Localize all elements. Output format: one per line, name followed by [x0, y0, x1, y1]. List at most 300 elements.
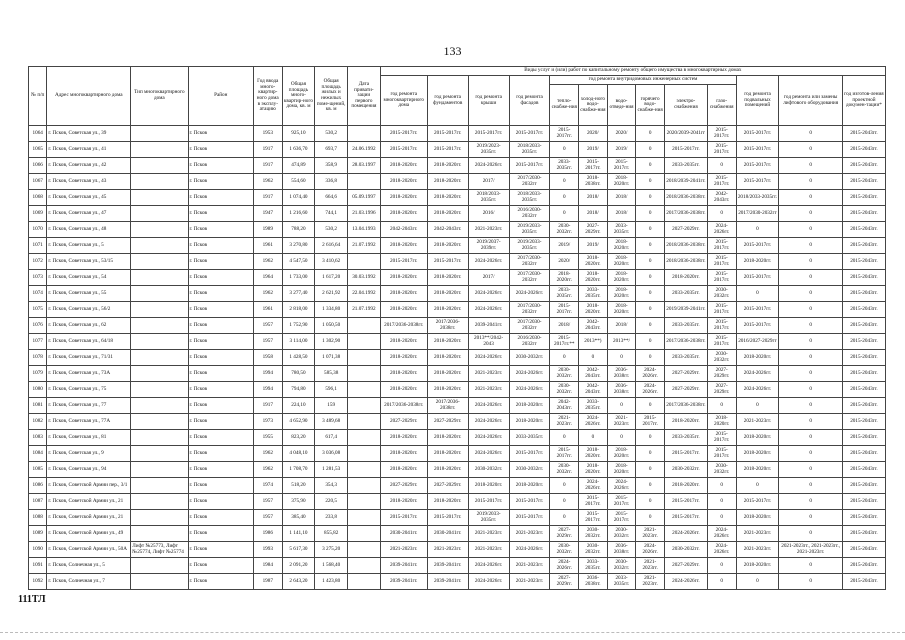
cell-docs: 2015-2043гг. [842, 334, 885, 350]
cell-sewer: 2019/ [607, 142, 636, 158]
table-row [29, 302, 886, 318]
cell-address: г. Псков, Советская ул., 56/2 [47, 302, 131, 318]
cell-heat: 2020/ [550, 254, 579, 270]
cell-hot: 0 [636, 478, 665, 494]
cell-district: г. Псков [188, 206, 253, 222]
cell-district: г. Псков [188, 526, 253, 542]
cell-facade: 2018/2033-2035гг. [509, 190, 550, 206]
cell-lift: 0 [779, 174, 842, 190]
cell-found: 2017/2036-2038гг. [427, 318, 468, 334]
cell-hot: 0 [636, 302, 665, 318]
cell-sewer: 2018-2020гг. [607, 286, 636, 302]
table-row [29, 510, 886, 526]
cell-num: 1072 [29, 254, 47, 270]
cell-cold: 2027-2029гг. [579, 222, 608, 238]
col-living-area-header: Общая площадь жилых и нежилых поме-щений, кв. м [315, 67, 348, 126]
cell-hot: 2024-2026гг. [636, 382, 665, 398]
cell-total: 3 277,40 [282, 286, 315, 302]
cell-living: 3 489,68 [315, 414, 348, 430]
cell-facade: 2017/2030-2032гг [509, 318, 550, 334]
cell-elec: 2018/2036-2038гг. [664, 254, 707, 270]
cell-facade: 2021-2023гг. [509, 558, 550, 574]
cell-elec: 2027-2029гг. [664, 222, 707, 238]
cell-roof: 2039-2041гг. [468, 318, 509, 334]
cell-facade: 2024-2026гг. [509, 366, 550, 382]
cell-facade: 2015-2017гг. [509, 510, 550, 526]
cell-repair: 2039-2041гг. [380, 558, 427, 574]
cell-total: 3 270,80 [282, 238, 315, 254]
cell-heat: 0 [550, 174, 579, 190]
cell-year: 1947 [253, 206, 282, 222]
cell-living: 1 617,20 [315, 270, 348, 286]
cell-sewer: 2018-2020гг. [607, 446, 636, 462]
cell-total: 4 547,50 [282, 254, 315, 270]
cell-type [131, 430, 188, 446]
cell-priv [348, 558, 381, 574]
cell-total: 3 114,00 [282, 334, 315, 350]
cell-repair: 2018-2020гг. [380, 334, 427, 350]
cell-hot: 0 [636, 286, 665, 302]
cell-roof: 2021-2023гг. [468, 366, 509, 382]
cell-docs: 2015-2043гг. [842, 510, 885, 526]
cell-found: 2018-2020гг. [427, 302, 468, 318]
cell-living: 744,1 [315, 206, 348, 222]
cell-living: 530,2 [315, 222, 348, 238]
cell-found: 2015-2017гг. [427, 126, 468, 142]
cell-district: г. Псков [188, 302, 253, 318]
cell-cold: 2018-2020гг. [579, 446, 608, 462]
cell-year: 1957 [253, 334, 282, 350]
cell-roof: 2021-2023гг. [468, 542, 509, 558]
cell-sewer: 2021-2023гг. [607, 414, 636, 430]
cell-cold: 2018-2020гг. [579, 270, 608, 286]
cell-docs: 2015-2043гг. [842, 542, 885, 558]
cell-year: 1958 [253, 350, 282, 366]
cell-hot: 0 [636, 270, 665, 286]
cell-lift: 0 [779, 222, 842, 238]
cell-living: 336,8 [315, 174, 348, 190]
table-row [29, 430, 886, 446]
table-row [29, 494, 886, 510]
cell-living: 596,1 [315, 382, 348, 398]
cell-gas: 2042-2043гг. [707, 190, 736, 206]
cell-living: 1 334,80 [315, 302, 348, 318]
cell-sewer: 2015-2017гг. [607, 494, 636, 510]
cell-heat: 2015-2017гг. [550, 126, 579, 142]
cell-hot: 0 [636, 446, 665, 462]
cell-sewer: 2015-2017гг. [607, 510, 636, 526]
cell-living: 1 568,40 [315, 558, 348, 574]
col-roof-header: год ремонта крыши [468, 76, 509, 126]
cell-docs: 2015-2043гг. [842, 414, 885, 430]
cell-docs: 2015-2043гг. [842, 126, 885, 142]
table-row [29, 526, 886, 542]
cell-elec: 2017/2036-2038гг. [664, 334, 707, 350]
cell-elec: 2017/2036-2038гг. [664, 206, 707, 222]
cell-num: 1064 [29, 126, 47, 142]
cell-heat: 2030-2032гг. [550, 382, 579, 398]
cell-type [131, 190, 188, 206]
cell-repair: 2030-2041гг. [380, 526, 427, 542]
cell-type: Лифт №25773, Лифт №25774, Лифт №25774 [131, 542, 188, 558]
cell-found: 2018-2020гг. [427, 446, 468, 462]
cell-facade: 2033-2035гг. [509, 430, 550, 446]
cell-repair: 2018-2020гг. [380, 190, 427, 206]
cell-living: 2 621,92 [315, 286, 348, 302]
table-row [29, 238, 886, 254]
cell-total: 2 091,20 [282, 558, 315, 574]
cell-living: 664,6 [315, 190, 348, 206]
cell-roof: 2018/2033-2035гг. [468, 190, 509, 206]
cell-address: г. Псков, Советская ул., 39 [47, 126, 131, 142]
table-row [29, 366, 886, 382]
cell-lift: 0 [779, 526, 842, 542]
cell-lift: 0 [779, 462, 842, 478]
cell-elec: 2018/2036-2038гг. [664, 190, 707, 206]
cell-hot: 2021-2023гг. [636, 574, 665, 590]
cell-elec: 2018-2020гг. [664, 414, 707, 430]
table-row [29, 558, 886, 574]
cell-lift: 0 [779, 414, 842, 430]
cell-base: 0 [736, 222, 779, 238]
cell-gas: 0 [707, 574, 736, 590]
cell-priv [348, 478, 381, 494]
cell-roof: 2018-2020гг. [468, 478, 509, 494]
col-address-header: Адрес многоквартирного дома [47, 67, 131, 126]
cell-base: 2017/2030-2032гг [736, 206, 779, 222]
cell-type [131, 206, 188, 222]
cell-lift: 0 [779, 478, 842, 494]
cell-found: 2027-2029гг. [427, 414, 468, 430]
cell-address: г. Псков, Советская ул., 43 [47, 174, 131, 190]
cell-found: 2021-2023гг. [427, 542, 468, 558]
cell-gas: 2018-2020гг. [707, 414, 736, 430]
cell-living: 2 616,64 [315, 238, 348, 254]
cell-address: г. Псков, Советская ул., 9 [47, 446, 131, 462]
cell-priv [348, 318, 381, 334]
cell-total: 794,80 [282, 382, 315, 398]
cell-sewer: 2018-2020гг. [607, 174, 636, 190]
cell-address: г. Псков, Советская ул., 5 [47, 238, 131, 254]
cell-type [131, 270, 188, 286]
cell-address: г. Псков, Советская ул., 77А [47, 414, 131, 430]
cell-docs: 2015-2043гг. [842, 142, 885, 158]
cell-num: 1070 [29, 222, 47, 238]
col-gas-header: газо-снабжения [707, 85, 736, 126]
cell-living: 358,9 [315, 158, 348, 174]
cell-year: 1917 [253, 398, 282, 414]
cell-found: 2015-2017гг. [427, 142, 468, 158]
cell-gas: 0 [707, 510, 736, 526]
cell-base: 0 [736, 574, 779, 590]
cell-lift: 0 [779, 206, 842, 222]
cell-district: г. Псков [188, 238, 253, 254]
cell-base: 2021-2023гг. [736, 526, 779, 542]
cell-docs: 2015-2043гг. [842, 446, 885, 462]
cell-type [131, 382, 188, 398]
cell-gas: 2024-2026гг. [707, 542, 736, 558]
table-row [29, 382, 886, 398]
cell-elec: 2015-2017гг. [664, 510, 707, 526]
cell-num: 1068 [29, 190, 47, 206]
cell-lift: 0 [779, 398, 842, 414]
cell-facade: 2015-2017гг. [509, 494, 550, 510]
cell-total: 518,20 [282, 478, 315, 494]
cell-lift: 0 [779, 558, 842, 574]
table-row [29, 542, 886, 558]
cell-elec: 2027-2029гг. [664, 558, 707, 574]
col-basement-header: год ремонта подвальных помещений [736, 76, 779, 126]
cell-total: 2 643,20 [282, 574, 315, 590]
cell-type [131, 174, 188, 190]
cell-total: 4 048,10 [282, 446, 315, 462]
cell-priv [348, 254, 381, 270]
cell-base: 2016/2027-2029гг [736, 334, 779, 350]
cell-gas: 2015-2017гг. [707, 174, 736, 190]
cell-docs: 2015-2043гг. [842, 254, 885, 270]
cell-address: г. Псков, Советская ул., 47 [47, 206, 131, 222]
cell-year: 1962 [253, 174, 282, 190]
cell-sewer: 2018/ [607, 318, 636, 334]
cell-type [131, 334, 188, 350]
systems-group-header: год ремонта внутридомовых инженерных систем [550, 76, 736, 85]
cell-docs: 2015-2043гг. [842, 318, 885, 334]
cell-facade: 2017/2030-2032гг [509, 270, 550, 286]
cell-year: 1953 [253, 126, 282, 142]
cell-total: 1 428,50 [282, 350, 315, 366]
cell-heat: 2027-2029гг. [550, 574, 579, 590]
cell-gas: 2015-2017гг. [707, 334, 736, 350]
cell-living: 354,3 [315, 478, 348, 494]
cell-living: 3 036,08 [315, 446, 348, 462]
cell-elec: 2020/2039-2041гг [664, 126, 707, 142]
cell-type [131, 254, 188, 270]
col-foundation-header: год ремонта фундаментов [427, 76, 468, 126]
cell-gas: 2015-2017гг. [707, 270, 736, 286]
cell-sewer: 0 [607, 350, 636, 366]
cell-hot: 0 [636, 430, 665, 446]
cell-repair: 2018-2020гг. [380, 286, 427, 302]
cell-address: г. Псков, Советской Армии ул., 49 [47, 526, 131, 542]
cell-address: г. Псков, Советской Армии пер., 3/1 [47, 478, 131, 494]
cell-num: 1075 [29, 302, 47, 318]
cell-repair: 2018-2020гг. [380, 446, 427, 462]
cell-sewer: 2018-2020гг. [607, 270, 636, 286]
cell-base: 2018-2020гг. [736, 510, 779, 526]
cell-base: 2018-2020гг. [736, 462, 779, 478]
table-row [29, 446, 886, 462]
cell-base: 2015-2017гг. [736, 270, 779, 286]
cell-lift: 0 [779, 286, 842, 302]
cell-gas: 2015-2017гг. [707, 302, 736, 318]
cell-district: г. Псков [188, 366, 253, 382]
cell-hot: 2024-2026гг. [636, 542, 665, 558]
cell-heat: 0 [550, 430, 579, 446]
cell-found: 2018-2020гг. [427, 286, 468, 302]
cell-priv [348, 174, 381, 190]
cell-sewer: 2018/ [607, 190, 636, 206]
cell-type [131, 366, 188, 382]
cell-year: 1974 [253, 478, 282, 494]
cell-type [131, 510, 188, 526]
cell-roof: 2021-2023гг. [468, 222, 509, 238]
cell-num: 1092 [29, 574, 47, 590]
cell-hot: 0 [636, 142, 665, 158]
cell-sewer: 2015-2017гг. [607, 158, 636, 174]
cell-year: 1917 [253, 190, 282, 206]
cell-sewer: 2018-2020гг. [607, 254, 636, 270]
cell-repair: 2017/2036-2038гг. [380, 318, 427, 334]
cell-elec: 2033-2035гг. [664, 350, 707, 366]
cell-year: 1987 [253, 574, 282, 590]
cell-found: 2018-2020гг. [427, 238, 468, 254]
cell-docs: 2015-2043гг. [842, 350, 885, 366]
cell-elec: 2018/2039-2041гг. [664, 174, 707, 190]
cell-priv: 13.04.1993 [348, 222, 381, 238]
cell-sewer: 2020/ [607, 126, 636, 142]
cell-gas: 0 [707, 494, 736, 510]
cell-priv: 22.04.1992 [348, 286, 381, 302]
cell-facade: 2030-2032гг. [509, 462, 550, 478]
cell-repair: 2018-2020гг. [380, 430, 427, 446]
cell-lift: 0 [779, 126, 842, 142]
cell-priv [348, 510, 381, 526]
cell-year: 1962 [253, 462, 282, 478]
cell-elec: 2033-2035гг. [664, 286, 707, 302]
cell-lift: 0 [779, 238, 842, 254]
cell-sewer: 2018/ [607, 206, 636, 222]
cell-roof: 2021-2023гг. [468, 526, 509, 542]
cell-sewer: 2036-2038гг. [607, 382, 636, 398]
cell-docs: 2015-2043гг. [842, 526, 885, 542]
cell-hot: 0 [636, 334, 665, 350]
cell-priv: 21.07.1992 [348, 302, 381, 318]
cell-year: 1917 [253, 142, 282, 158]
cell-type [131, 238, 188, 254]
table-row [29, 414, 886, 430]
cell-address: г. Псков, Советская ул., 75 [47, 382, 131, 398]
cell-repair: 2018-2020гг. [380, 462, 427, 478]
col-elevator-header: год ремонта или замены лифтового оборудования [779, 76, 842, 126]
cell-priv [348, 366, 381, 382]
cell-roof: 2016/ [468, 206, 509, 222]
table-row [29, 334, 886, 350]
cell-living: 220,5 [315, 494, 348, 510]
cell-year: 1986 [253, 526, 282, 542]
cell-year: 1962 [253, 286, 282, 302]
cell-cold: 2042-2043гг. [579, 382, 608, 398]
cell-cold: 2033-2035гг. [579, 558, 608, 574]
cell-total: 1 733,00 [282, 270, 315, 286]
cell-gas: 0 [707, 558, 736, 574]
cell-priv: 21.03.1996 [348, 206, 381, 222]
cell-repair: 2017/2036-2038гг. [380, 398, 427, 414]
cell-roof: 2024-2026гг. [468, 158, 509, 174]
cell-district: г. Псков [188, 478, 253, 494]
cell-gas: 2015-2017гг. [707, 446, 736, 462]
table-row [29, 350, 886, 366]
cell-repair: 2042-2043гг. [380, 222, 427, 238]
cell-priv [348, 526, 381, 542]
cell-base: 0 [736, 286, 779, 302]
cell-docs: 2015-2043гг. [842, 270, 885, 286]
cell-sewer: 0 [607, 398, 636, 414]
table-row [29, 254, 886, 270]
cell-lift: 0 [779, 446, 842, 462]
cell-base: 0 [736, 398, 779, 414]
cell-type [131, 526, 188, 542]
cell-address: г. Псков, Советская ул., 81 [47, 430, 131, 446]
cell-type [131, 158, 188, 174]
cell-elec: 2018/2036-2038гг. [664, 238, 707, 254]
cell-repair: 2027-2029гг. [380, 478, 427, 494]
cell-cold: 2020/ [579, 126, 608, 142]
cell-lift: 0 [779, 318, 842, 334]
cell-roof: 2030-2032гг. [468, 462, 509, 478]
cell-district: г. Псков [188, 190, 253, 206]
cell-address: г. Псков, Советская ул., 42 [47, 158, 131, 174]
footer-code: 111ТЛ [18, 594, 46, 605]
cell-lift: 0 [779, 190, 842, 206]
cell-base: 2015-2017гг. [736, 158, 779, 174]
cell-repair: 2018-2020гг. [380, 270, 427, 286]
cell-base: 2024-2026гг. [736, 366, 779, 382]
cell-elec: 2030-2032гг. [664, 462, 707, 478]
cell-docs: 2015-2043гг. [842, 206, 885, 222]
cell-base: 2021-2023гг. [736, 542, 779, 558]
cell-num: 1081 [29, 398, 47, 414]
cell-living: 1 071,38 [315, 350, 348, 366]
cell-gas: 2030-2032гг. [707, 462, 736, 478]
cell-roof: 2015-2017гг. [468, 126, 509, 142]
cell-sewer: 2030-2032гг. [607, 526, 636, 542]
table-row [29, 158, 886, 174]
cell-priv: 21.07.1992 [348, 238, 381, 254]
cell-found: 2018-2020гг. [427, 270, 468, 286]
cell-cold: 2036-2038гг. [579, 574, 608, 590]
cell-heat: 0 [550, 206, 579, 222]
cell-facade: 2016/2030-2032гг [509, 206, 550, 222]
cell-found: 2018-2020гг. [427, 382, 468, 398]
cell-docs: 2015-2043гг. [842, 174, 885, 190]
cell-priv: 30.03.1992 [348, 270, 381, 286]
cell-repair: 2018-2020гг. [380, 206, 427, 222]
cell-num: 1083 [29, 430, 47, 446]
cell-num: 1069 [29, 206, 47, 222]
cell-heat: 0 [550, 190, 579, 206]
cell-found: 2018-2020гг. [427, 158, 468, 174]
cell-found: 2018-2020гг. [427, 350, 468, 366]
cell-year: 1989 [253, 222, 282, 238]
cell-living: 855,82 [315, 526, 348, 542]
cell-heat: 2033-2035гг. [550, 158, 579, 174]
cell-total: 1 636,70 [282, 142, 315, 158]
cell-num: 1073 [29, 270, 47, 286]
cell-docs: 2015-2043гг. [842, 462, 885, 478]
cell-total: 224,10 [282, 398, 315, 414]
cell-docs: 2015-2043гг. [842, 398, 885, 414]
cell-hot: 2021-2023гг. [636, 558, 665, 574]
cell-lift: 0 [779, 494, 842, 510]
cell-cold: 2030-2032гг. [579, 542, 608, 558]
cell-heat: 2015-2017гг. [550, 446, 579, 462]
cell-total: 2 818,00 [282, 302, 315, 318]
cell-elec: 2027-2029гг. [664, 366, 707, 382]
cell-total: 5 617,30 [282, 542, 315, 558]
cell-district: г. Псков [188, 558, 253, 574]
cell-num: 1065 [29, 142, 47, 158]
cell-num: 1071 [29, 238, 47, 254]
